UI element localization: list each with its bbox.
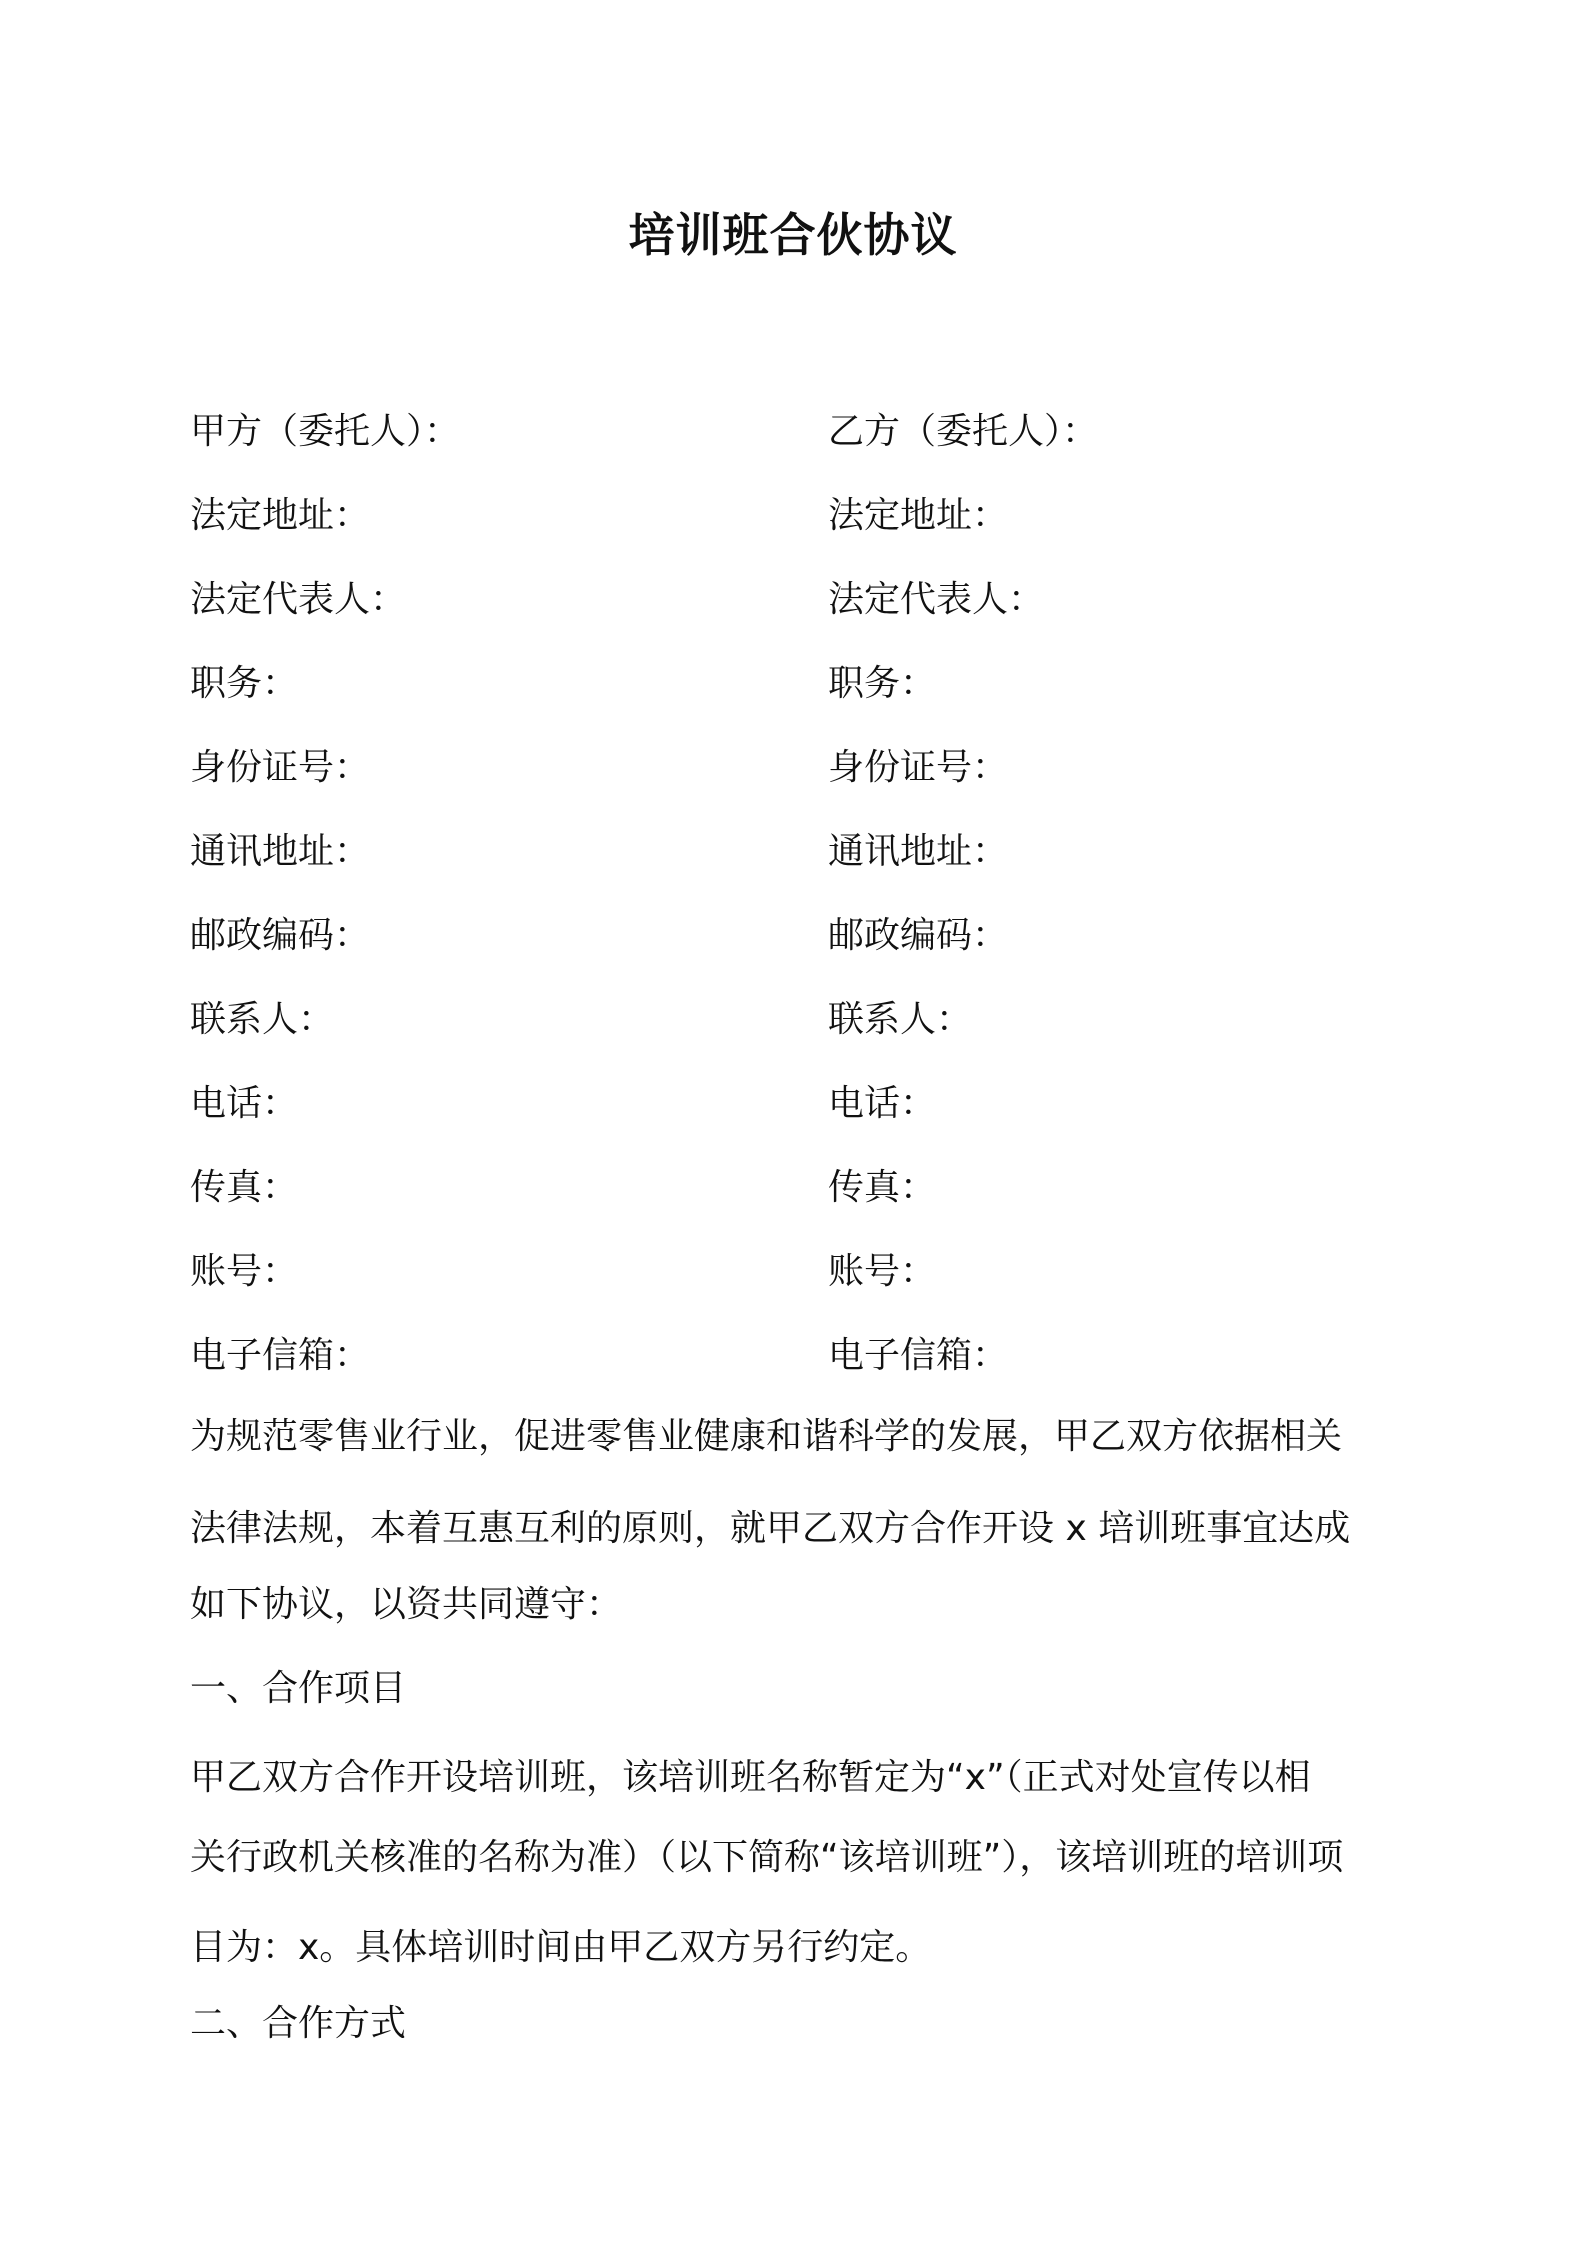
paragraph-line: 如下协议，以资共同遵守： xyxy=(190,1584,623,1625)
party-row xyxy=(190,988,1410,1072)
party-a-field: 通讯地址： xyxy=(190,831,371,872)
paragraph-line: 甲乙双方合作开设培训班，该培训班名称暂定为“x”（正式对处宣传以相 xyxy=(190,1757,1311,1798)
party-row xyxy=(190,1156,1410,1240)
party-a-field: 邮政编码： xyxy=(190,915,371,956)
section-2-heading: 二、合作方式 xyxy=(190,2003,407,2044)
party-a-field: 身份证号： xyxy=(190,747,371,788)
paragraph-line: 法律法规，本着互惠互利的原则，就甲乙双方合作开设 x 培训班事宜达成 xyxy=(190,1508,1351,1549)
party-b-field: 电话： xyxy=(828,1083,937,1124)
section-heading xyxy=(190,1992,1410,2056)
party-a-field: 法定代表人： xyxy=(190,579,407,620)
paragraph-line: 为规范零售业行业，促进零售业健康和谐科学的发展，甲乙双方依据相关 xyxy=(190,1416,1343,1457)
party-b-field: 身份证号： xyxy=(828,747,1009,788)
party-b-field: 传真： xyxy=(828,1167,937,1208)
party-a-field: 账号： xyxy=(190,1251,299,1292)
party-row xyxy=(190,484,1410,568)
party-b-field: 电子信箱： xyxy=(828,1335,1009,1376)
party-b-field: 职务： xyxy=(828,663,937,704)
section-heading xyxy=(190,1657,1410,1721)
party-b-field: 法定地址： xyxy=(828,495,1009,536)
party-b-field: 账号： xyxy=(828,1251,937,1292)
party-a-field: 电话： xyxy=(190,1083,299,1124)
party-a-field: 职务： xyxy=(190,663,299,704)
section-1-heading: 一、合作项目 xyxy=(190,1668,407,1709)
party-row xyxy=(190,1240,1410,1324)
party-info-table xyxy=(190,400,1410,1408)
party-row xyxy=(190,820,1410,904)
document-title: 培训班合伙协议 xyxy=(628,208,958,262)
party-a-field: 联系人： xyxy=(190,999,335,1040)
intro-paragraph xyxy=(190,1405,1410,1657)
party-row xyxy=(190,568,1410,652)
party-a-field: 传真： xyxy=(190,1167,299,1208)
party-row xyxy=(190,1072,1410,1156)
party-row xyxy=(190,400,1410,484)
party-row xyxy=(190,736,1410,820)
party-b-field: 法定代表人： xyxy=(828,579,1045,620)
paragraph-line: 关行政机关核准的名称为准）（以下简称“该培训班”），该培训班的培训项 xyxy=(190,1837,1344,1878)
party-row xyxy=(190,652,1410,736)
party-a-field: 电子信箱： xyxy=(190,1335,371,1376)
party-row xyxy=(190,1324,1410,1408)
party-b-field: 邮政编码： xyxy=(828,915,1009,956)
party-b-field: 乙方（委托人）： xyxy=(828,411,1099,452)
section-1-paragraph xyxy=(190,1746,1410,1992)
party-b-field: 通讯地址： xyxy=(828,831,1009,872)
party-a-field: 法定地址： xyxy=(190,495,371,536)
party-row xyxy=(190,904,1410,988)
party-a-field: 甲方（委托人）： xyxy=(190,411,461,452)
party-b-field: 联系人： xyxy=(828,999,973,1040)
paragraph-line: 目为：x。具体培训时间由甲乙双方另行约定。 xyxy=(190,1927,932,1968)
